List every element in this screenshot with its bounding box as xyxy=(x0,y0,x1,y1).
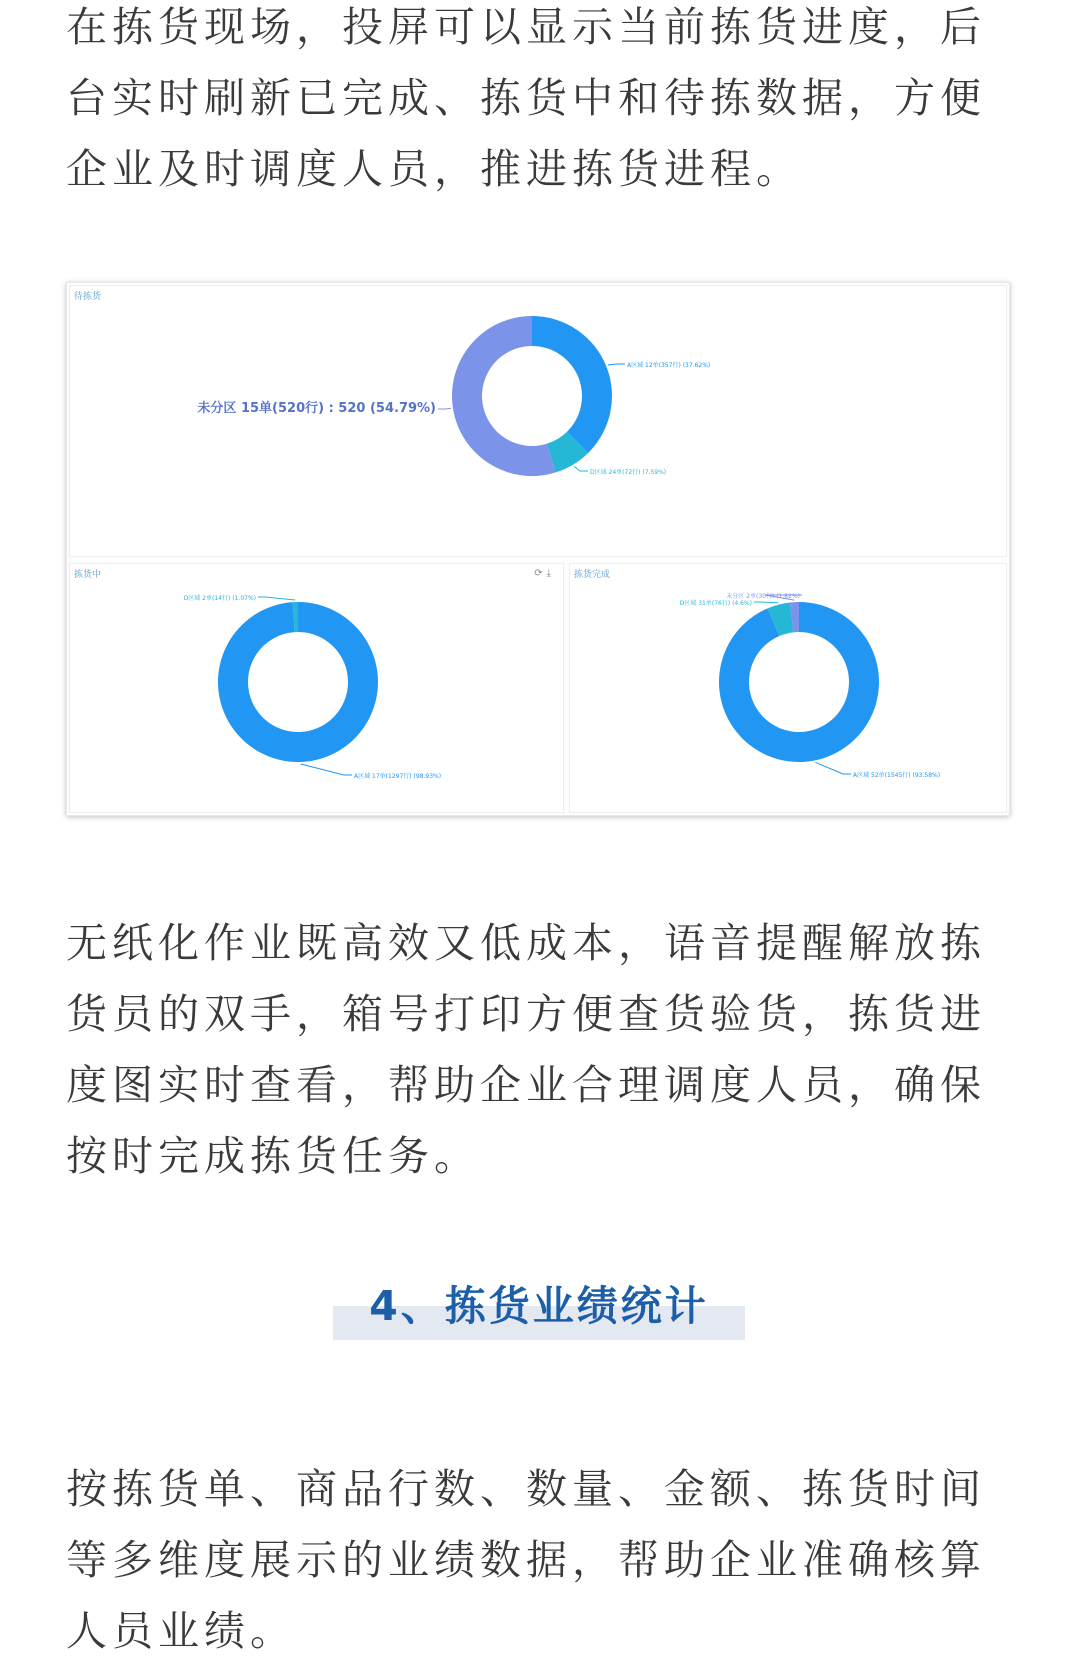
paragraph-line: 在拣货现场，投屏可以显示当前拣货进度，后 xyxy=(66,3,986,51)
donut-slice[interactable] xyxy=(532,316,612,453)
slice-label: A区域 12单(357行) (37.62%) xyxy=(627,362,711,369)
slice-label: D区域 31单(76行) (4.6%) xyxy=(679,600,752,607)
panel-title: 待拣货 xyxy=(74,292,102,302)
section-heading-text: 4、拣货业绩统计 xyxy=(369,1282,709,1330)
paragraph-line: 台实时刷新已完成、拣货中和待拣数据，方便 xyxy=(66,74,986,122)
panel-title: 拣货完成 xyxy=(574,570,611,580)
slice-label: A区域 17单(1297行) (98.93%) xyxy=(354,773,442,780)
benefits-paragraph xyxy=(66,908,1011,1192)
picking-in-progress-panel xyxy=(69,563,564,813)
pending-picking-panel xyxy=(69,285,1007,557)
label-leader-line xyxy=(438,408,451,409)
slice-label: D区域 24单(72行) (7.59%) xyxy=(590,469,667,476)
paragraph-line: 等多维度展示的业绩数据，帮助企业准确核算 xyxy=(66,1536,986,1584)
panel-title: 拣货中 xyxy=(74,570,102,580)
label-leader-line xyxy=(754,602,778,603)
paragraph-line: 按时完成拣货任务。 xyxy=(66,1132,480,1180)
intro-paragraph xyxy=(66,0,1011,205)
performance-paragraph xyxy=(66,1454,1011,1667)
paragraph-line: 人员业绩。 xyxy=(66,1607,296,1655)
paragraph-line: 无纸化作业既高效又低成本，语音提醒解放拣 xyxy=(66,919,986,967)
label-leader-line xyxy=(608,364,625,365)
paragraph-line: 度图实时查看，帮助企业合理调度人员，确保 xyxy=(66,1061,986,1109)
label-leader-line xyxy=(574,466,588,471)
refresh-icon[interactable]: ⟳ xyxy=(534,568,547,579)
slice-label: 未分区 2单(30行) (1.82%) xyxy=(726,593,800,600)
label-leader-line xyxy=(815,762,851,774)
label-leader-line xyxy=(301,764,352,775)
download-icon[interactable]: ⤓ xyxy=(546,568,555,579)
picking-dashboard-screenshot xyxy=(66,282,1010,816)
donut-slice[interactable] xyxy=(218,602,378,762)
pending-picking-donut-chart xyxy=(70,286,1006,556)
paragraph-line: 货员的双手，箱号打印方便查货验货，拣货进 xyxy=(66,990,986,1038)
slice-label: D区域 2单(14行) (1.07%) xyxy=(183,595,256,602)
picking-completed-panel xyxy=(569,563,1007,813)
paragraph-line: 企业及时调度人员，推进拣货进程。 xyxy=(66,145,802,193)
slice-label: A区域 52单(1545行) (93.58%) xyxy=(853,772,941,779)
label-leader-line xyxy=(258,597,295,600)
section-heading xyxy=(333,1278,745,1350)
slice-label: 未分区 15单(520行) : 520 (54.79%) xyxy=(197,401,436,416)
paragraph-line: 按拣货单、商品行数、数量、金额、拣货时间 xyxy=(66,1465,986,1513)
picking-in-progress-donut-chart xyxy=(70,564,563,812)
picking-completed-donut-chart xyxy=(570,564,1006,812)
